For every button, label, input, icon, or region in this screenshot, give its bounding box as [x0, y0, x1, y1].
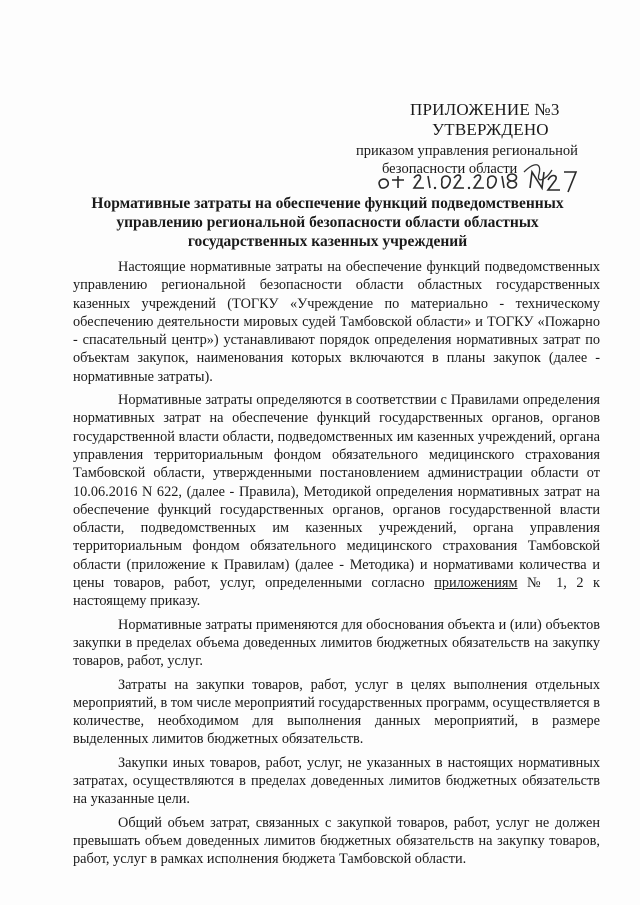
paragraph-3: Нормативные затраты применяются для обоснования объекта и (или) объектов закупки в пределах объема доведенных лимитов бюджетных обязательств на закупку товаров, работ, услуг.	[73, 616, 600, 670]
order-line-1: приказом управления региональной	[356, 143, 578, 159]
handwritten-date-signature	[374, 158, 589, 198]
paragraph-1: Настоящие нормативные затраты на обеспечение функций подведомственных управлению региональной безопасности области областных государственных казенных учреждений (ТОГКУ «Учреждение по материально - техническому обеспечению деятельности мировых судей Тамбовской области» и ТОГКУ «Пожарно - спасательный центр») устанавливают порядок определения нормативных затрат по объектам закупок, наименования которых включаются в планы закупок (далее - нормативные затраты).	[73, 259, 600, 385]
document-body	[73, 258, 600, 874]
document-title: Нормативные затраты на обеспечение функций подведомственных управлению региональной безопасности области областных государственных казенных учреждений	[91, 195, 564, 250]
paragraph-2-text-before: Нормативные затраты определяются в соответствии с Правилами определения нормативных затрат на обеспечение функций государственных органов, органов государственной власти области, подведомственных им казенных учреждений, органа управления территориальным фондом обязательного медицинского страхования Тамбовской области, утвержденными постановлением администрации области от 10.06.2016 N 622, (далее - Правила), Методикой определения нормативных затрат на обеспечение функций государственных органов, органов государственной власти области, подведомственных им казенных учреждений, органа управления территориальным фондом обязательного медицинского страхования Тамбовской области (приложение к Правилам) (далее - Методика) и нормативами количества и цены товаров, работ, услуг, определенными согласно	[73, 392, 600, 592]
paragraph-2-text-after: № 1, 2 к настоящему приказу.	[73, 575, 600, 610]
appendix-label: ПРИЛОЖЕНИЕ №3	[410, 100, 560, 119]
paragraph-5: Закупки иных товаров, работ, услуг, не указанных в настоящих нормативных затратах, осуществляются в пределах доведенных лимитов бюджетных обязательств на указанные цели.	[73, 754, 600, 808]
paragraph-6: Общий объем затрат, связанных с закупкой товаров, работ, услуг не должен превышать объем доведенных лимитов бюджетных обязательств на закупку товаров, работ, услуг в рамках исполнения бюджета Тамбовской области.	[73, 814, 600, 868]
order-line-2: безопасности области	[382, 161, 518, 177]
appendices-link[interactable]: приложениям	[434, 575, 518, 592]
paragraph-2	[73, 391, 600, 611]
paragraph-4: Затраты на закупки товаров, работ, услуг в целях выполнения отдельных мероприятий, в том числе мероприятий государственных программ, осуществляется в количестве, необходимом для выполнения данных мероприятий, в размере выделенных лимитов бюджетных обязательств.	[73, 676, 600, 748]
approved-label: УТВЕРЖДЕНО	[432, 120, 549, 139]
